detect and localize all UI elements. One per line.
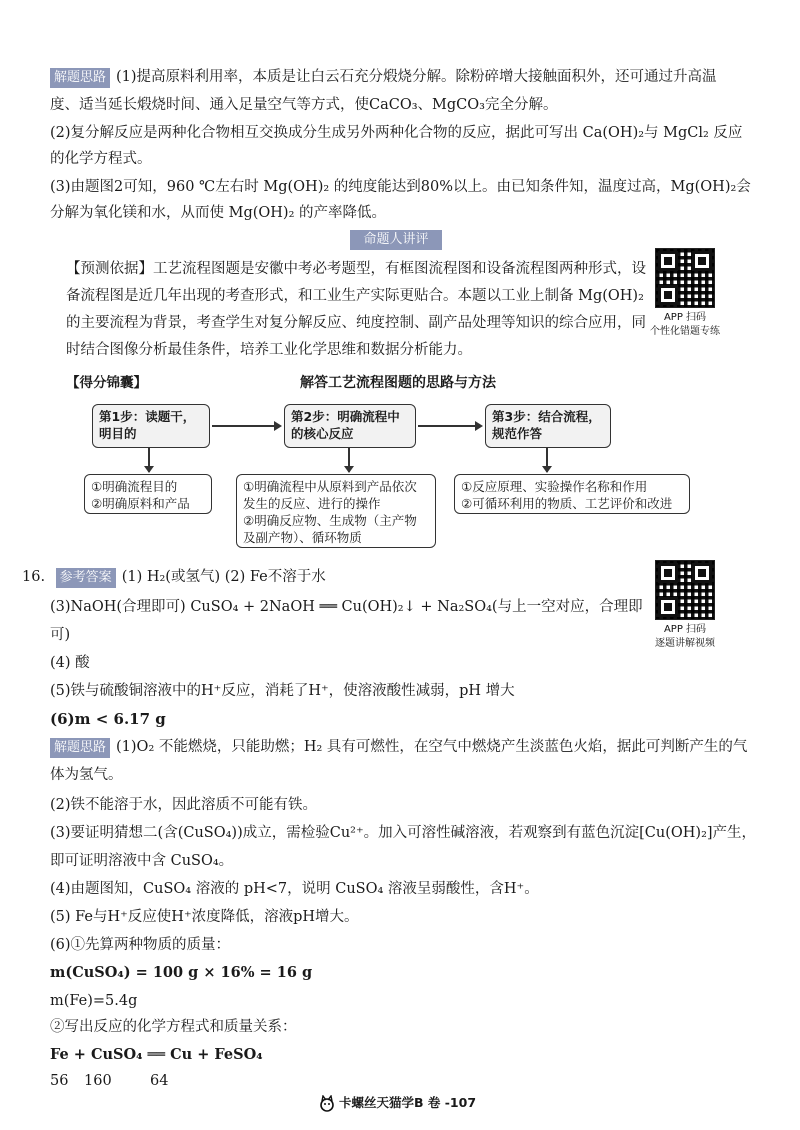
flow-title: 解答工艺流程图题的思路与方法 (300, 375, 496, 391)
analysis-line-4: 的化学方程式。 (50, 151, 152, 167)
flow-step-1: 第1步：读题干， 明目的 (92, 404, 210, 448)
analysis-tag: 解题思路 (50, 738, 110, 758)
analysis16-line-4: (3)要证明猜想二(含(CuSO₄))成立，需检验Cu²⁺。加入可溶性碱溶液，若观察到有蓝色沉淀[Cu(OH)₂]产生， (50, 825, 757, 841)
qr-caption-1: APP 扫码 (663, 312, 707, 323)
flow-detail-3: ①反应原理、实验操作名称和作用 ②可循环利用的物质、工艺评价和改进 (454, 474, 690, 514)
footer (318, 1093, 476, 1113)
question-number: 16. (22, 569, 46, 585)
q16-line-3: (3)NaOH(合理即可) CuSO₄ + 2NaOH ══ Cu(OH)₂↓ + Na₂SO₄(与上一空对应，合理即 (50, 599, 643, 615)
flow-arrow-down-3 (546, 448, 548, 472)
analysis-line-3: (2)复分解反应是两种化合物相互交换成分生成另外两种化合物的反应，据此可写出 Ca(OH)₂与 MgCl₂ 反应 (50, 125, 743, 141)
q16-line-1: 16. 参考答案 (1) H₂(或氢气) (2) Fe不溶于水 (22, 566, 326, 588)
flow-arrow-down-2 (348, 448, 350, 472)
answer-tag: 参考答案 (56, 568, 116, 588)
analysis-line-6: 分解为氧化镁和水，从而使 Mg(OH)₂ 的产率降低。 (50, 205, 387, 221)
analysis16-line-3: (2)铁不能溶于水，因此溶质不可能有铁。 (50, 797, 318, 813)
q16-line-4: (4) 酸 (50, 655, 90, 671)
flow-detail-1: ①明确流程目的 ②明确原料和产品 (84, 474, 212, 514)
flow-label: 【得分锦囊】 (66, 375, 147, 391)
commentary-tag: 命题人讲评 (350, 230, 442, 250)
qr-code-icon[interactable] (655, 248, 715, 308)
analysis16-line-11: ②写出反应的化学方程式和质量关系： (50, 1019, 297, 1035)
analysis16-line-7: (5) Fe与H⁺反应使H⁺浓度降低，溶液pH增大。 (50, 909, 359, 925)
q16-line-3b: 可) (50, 627, 71, 643)
analysis16-line-2: 体为氢气。 (50, 767, 123, 783)
flow-arrow-down-1 (148, 448, 150, 472)
flow-detail-2: ①明确流程中从原料到产品依次 发生的反应、进行的操作 ②明确反应物、生成物（主产物 及副产物）、循环物质 (236, 474, 436, 548)
analysis16-line-1: 解题思路 (1)O₂ 不能燃烧，只能助燃；H₂ 具有可燃性，在空气中燃烧产生淡蓝色火焰，据此可判断产生的气 (50, 736, 747, 758)
flow-step-3: 第3步：结合流程， 规范作答 (485, 404, 611, 448)
q16-line-6: (6)m < 6.17 g (50, 710, 166, 728)
flow-step-2: 第2步：明确流程中 的核心反应 (284, 404, 416, 448)
mass-56: 56 (50, 1073, 69, 1089)
commentary-line-3: 的主要流程为背景，考查学生对复分解反应、纯度控制、副产品处理等知识的综合应用，同 (66, 315, 646, 331)
qr-caption-2: 逐题讲解视频 (655, 638, 715, 649)
cat-logo-icon (318, 1095, 336, 1113)
analysis-tag: 解题思路 (50, 68, 110, 88)
commentary-line-4: 时结合图像分析最佳条件，培养工业化学思维和数据分析能力。 (66, 342, 472, 358)
mass-160: 160 (84, 1073, 112, 1089)
footer-text: 卡螺丝天猫学B 卷 -107 (339, 1095, 477, 1110)
analysis16-line-5: 即可证明溶液中含 CuSO₄。 (50, 853, 234, 869)
analysis-line-1: 解题思路 (1)提高原料利用率，本质是让白云石充分煅烧分解。除粉碎增大接触面积外，还可通过升高温 (50, 66, 717, 88)
mass-64: 64 (150, 1073, 169, 1089)
q16-line-5: (5)铁与硫酸铜溶液中的H⁺反应，消耗了H⁺，使溶液酸性减弱，pH 增大 (50, 683, 515, 699)
qr-caption-1: APP 扫码 (663, 624, 707, 635)
analysis16-line-8: (6)①先算两种物质的质量： (50, 937, 231, 953)
commentary-line-2: 备流程图是近几年出现的考查形式，和工业生产实际更贴合。本题以工业上制备 Mg(OH)₂ (66, 288, 644, 304)
analysis16-line-9: m(CuSO₄) = 100 g × 16% = 16 g (50, 964, 313, 981)
flow-arrow-1-2 (212, 425, 280, 427)
commentary-line-1: 【预测依据】工艺流程图题是安徽中考必考题型，有框图流程图和设备流程图两种形式，设 (66, 261, 646, 277)
qr-code-icon[interactable] (655, 560, 715, 620)
flow-arrow-2-3 (418, 425, 481, 427)
analysis-line-5: (3)由题图2可知，960 ℃左右时 Mg(OH)₂ 的纯度能达到80%以上。由已知条件知，温度过高，Mg(OH)₂会 (50, 179, 751, 195)
qr-caption-2: 个性化错题专练 (650, 326, 720, 337)
analysis16-line-6: (4)由题图知，CuSO₄ 溶液的 pH<7，说明 CuSO₄ 溶液呈弱酸性，含H⁺。 (50, 881, 539, 897)
analysis16-line-12: Fe + CuSO₄ ══ Cu + FeSO₄ (50, 1046, 263, 1063)
analysis16-line-10: m(Fe)=5.4g (50, 993, 138, 1009)
analysis-line-2: 度、适当延长煅烧时间、通入足量空气等方式，使CaCO₃、MgCO₃完全分解。 (50, 97, 558, 113)
